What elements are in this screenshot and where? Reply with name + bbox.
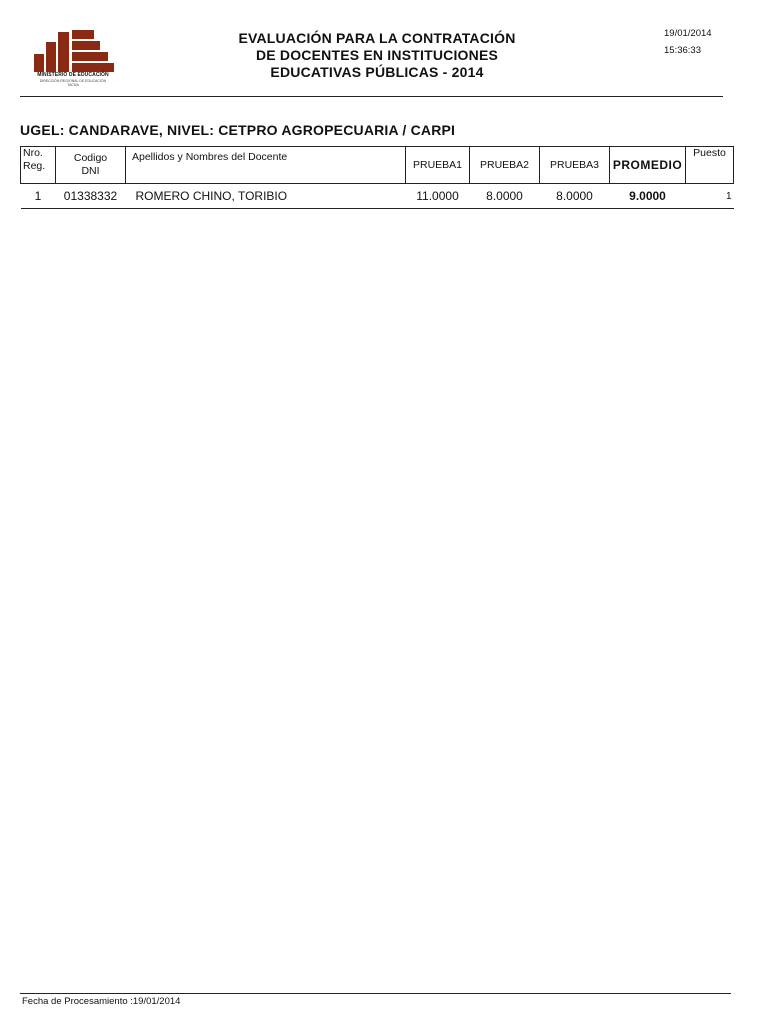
document-title <box>206 30 548 81</box>
header-nro-line2: Reg. <box>23 160 46 172</box>
header-name <box>126 147 406 184</box>
table-row <box>21 184 734 209</box>
section-heading: UGEL: CANDARAVE, NIVEL: CETPRO AGROPECUARIA / CARPI <box>20 122 456 138</box>
header-prueba1: PRUEBA1 <box>406 147 470 184</box>
report-time: 15:36:33 <box>664 45 701 56</box>
logo-title: MINISTERIO DE EDUCACIÓN <box>37 72 109 78</box>
title-line-2: DE DOCENTES EN INSTITUCIONES <box>255 47 499 63</box>
cell-dni: 01338332 <box>63 189 118 203</box>
report-date: 19/01/2014 <box>664 28 712 39</box>
title-line-3: EDUCATIVAS PÚBLICAS - 2014 <box>270 64 484 80</box>
cell-puesto: 1 <box>725 190 732 202</box>
header-nro-line1: Nro. <box>23 147 43 159</box>
cell-promedio: 9.0000 <box>629 189 666 203</box>
ministry-logo <box>30 28 116 92</box>
cell-nro: 1 <box>34 189 42 203</box>
logo-bars-graphic <box>30 28 116 72</box>
header-divider <box>20 96 723 97</box>
results-table <box>20 146 734 209</box>
header-codigo-dni <box>56 147 126 184</box>
cell-prueba2: 8.0000 <box>486 189 523 203</box>
header-dni-line1: Codigo <box>73 152 108 164</box>
cell-prueba1: 11.0000 <box>416 189 459 203</box>
title-line-1: EVALUACIÓN PARA LA CONTRATACIÓN <box>238 30 516 46</box>
header-puesto: Puesto <box>686 147 734 184</box>
header-nro-reg <box>21 147 56 184</box>
header-name-label: Apellidos y Nombres del Docente <box>132 151 288 163</box>
processing-date: Fecha de Procesamiento :19/01/2014 <box>22 996 181 1007</box>
header-prueba3: PRUEBA3 <box>540 147 610 184</box>
cell-name: ROMERO CHINO, TORIBIO <box>135 189 288 203</box>
header-dni-line2: DNI <box>81 165 100 177</box>
footer-divider <box>20 993 731 994</box>
cell-prueba3: 8.0000 <box>556 189 593 203</box>
table-header-row <box>21 147 734 184</box>
logo-subtitle: DIRECCIÓN REGIONAL DE EDUCACIÓN TACNA <box>39 79 107 87</box>
header-promedio: PROMEDIO <box>610 147 686 184</box>
header-prueba2: PRUEBA2 <box>470 147 540 184</box>
